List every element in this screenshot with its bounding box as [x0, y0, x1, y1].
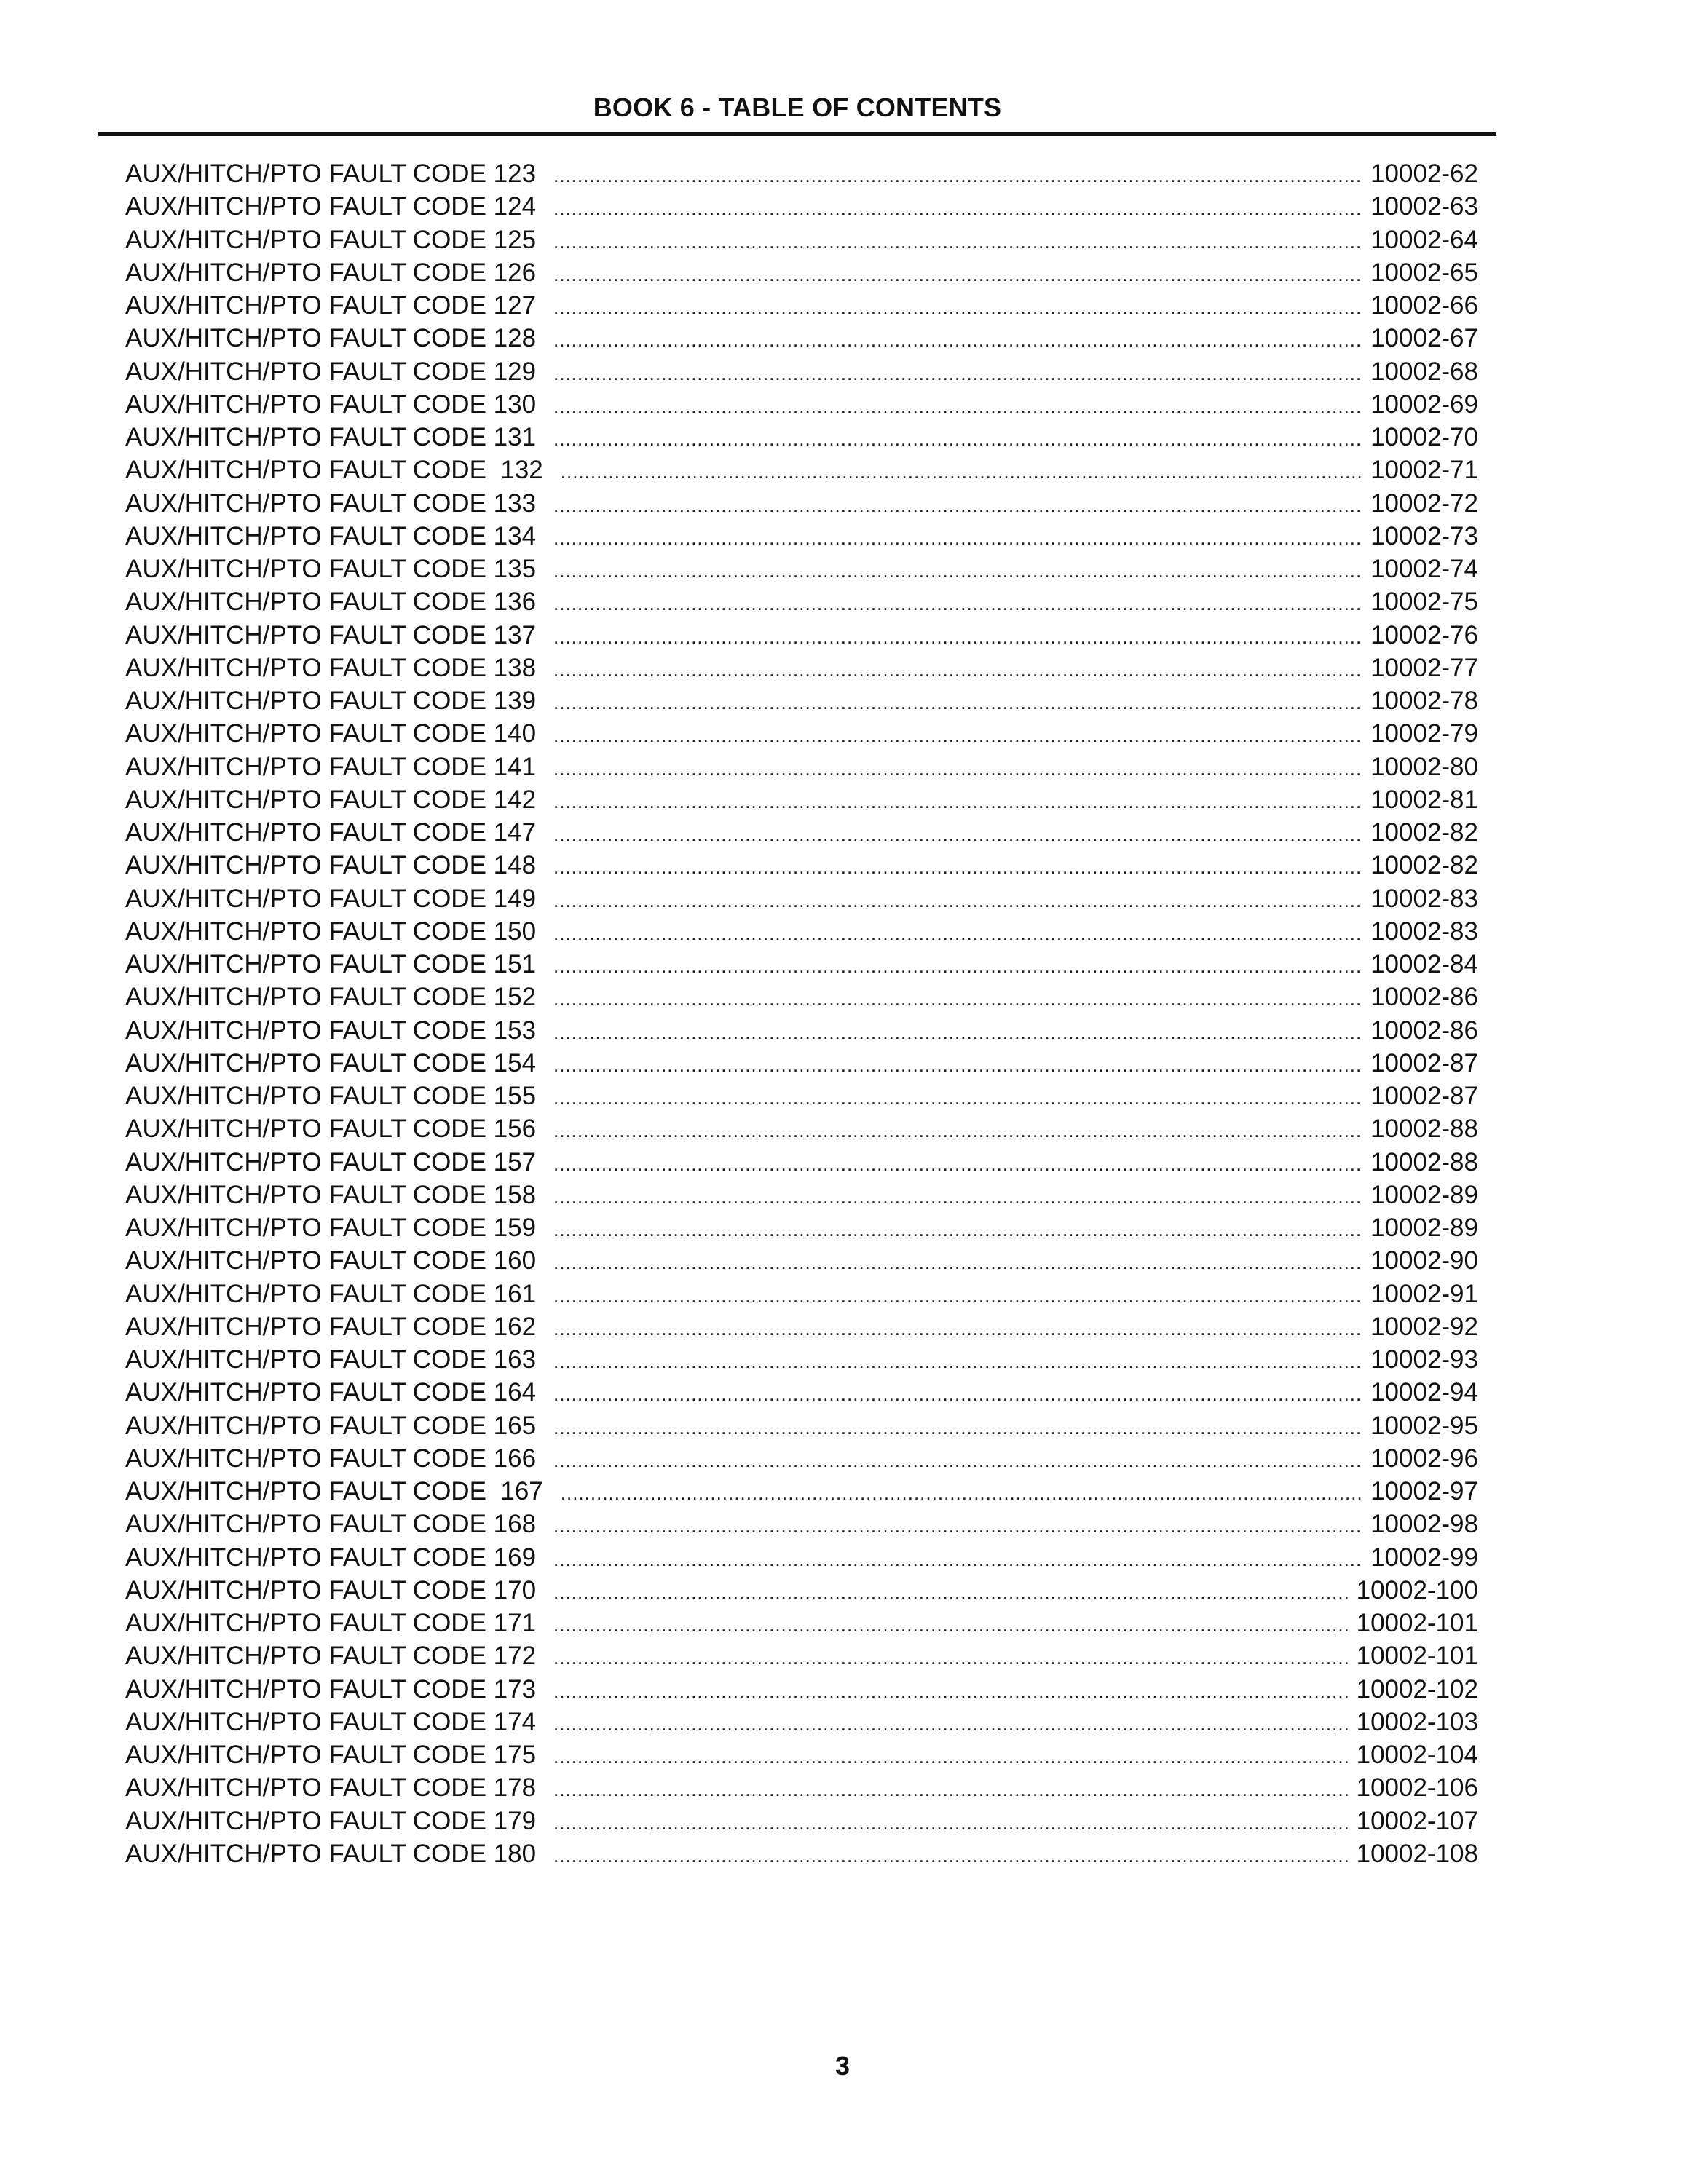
- dot-leader: [553, 258, 1363, 291]
- toc-entry-page: 10002-101: [1356, 1609, 1478, 1637]
- toc-entry: [125, 816, 1478, 849]
- toc-entry-page: 10002-83: [1370, 917, 1478, 946]
- dot-leader: [553, 192, 1363, 225]
- dot-leader: [561, 456, 1363, 488]
- dot-leader: [553, 1280, 1363, 1313]
- toc-entry-page: 10002-98: [1370, 1510, 1478, 1539]
- toc-entry-title: AUX/HITCH/PTO FAULT CODE 179: [125, 1806, 537, 1835]
- toc-entry-title: AUX/HITCH/PTO FAULT CODE 151: [125, 950, 537, 978]
- toc-entry: [125, 289, 1478, 322]
- toc-entry-page: 10002-73: [1370, 521, 1478, 550]
- toc-entry-title: AUX/HITCH/PTO FAULT CODE 171: [125, 1609, 537, 1637]
- toc-entry-title: AUX/HITCH/PTO FAULT CODE 147: [125, 818, 537, 847]
- toc-entry-title: AUX/HITCH/PTO FAULT CODE 149: [125, 884, 537, 913]
- dot-leader: [553, 1016, 1363, 1049]
- toc-entry: [125, 981, 1478, 1013]
- toc-entry-page: 10002-99: [1370, 1543, 1478, 1572]
- dot-leader: [553, 1773, 1349, 1806]
- toc-entry-page: 10002-88: [1370, 1147, 1478, 1176]
- toc-entry: [125, 1244, 1478, 1277]
- toc-entry-title: AUX/HITCH/PTO FAULT CODE 174: [125, 1707, 537, 1736]
- toc-entry: [125, 652, 1478, 684]
- dot-leader: [553, 719, 1363, 752]
- dot-leader: [553, 1642, 1349, 1674]
- toc-entry: [125, 849, 1478, 882]
- toc-entry-title: AUX/HITCH/PTO FAULT CODE 178: [125, 1773, 537, 1803]
- toc-entry-title: AUX/HITCH/PTO FAULT CODE 142: [125, 785, 537, 814]
- dot-leader: [553, 1708, 1349, 1741]
- toc-entry: [125, 1278, 1478, 1310]
- toc-entry-title: AUX/HITCH/PTO FAULT CODE 132: [125, 456, 543, 485]
- toc-entry: [125, 223, 1478, 256]
- toc-entry-title: AUX/HITCH/PTO FAULT CODE 162: [125, 1312, 537, 1341]
- toc-entry-page: 10002-102: [1356, 1674, 1478, 1704]
- toc-entry: [125, 1508, 1478, 1540]
- toc-entry-page: 10002-90: [1370, 1246, 1478, 1275]
- table-of-contents: [125, 157, 1478, 1870]
- dot-leader: [553, 1675, 1349, 1708]
- toc-entry-page: 10002-94: [1370, 1378, 1478, 1407]
- dot-leader: [553, 587, 1363, 620]
- toc-entry: [125, 585, 1478, 618]
- toc-entry-title: AUX/HITCH/PTO FAULT CODE 129: [125, 357, 537, 386]
- dot-leader: [553, 324, 1363, 357]
- toc-entry-page: 10002-106: [1356, 1773, 1478, 1803]
- toc-entry: [125, 256, 1478, 289]
- toc-entry-page: 10002-87: [1370, 1048, 1478, 1077]
- toc-entry: [125, 1771, 1478, 1804]
- toc-entry-page: 10002-79: [1370, 719, 1478, 748]
- toc-entry: [125, 1080, 1478, 1112]
- toc-entry: [125, 1409, 1478, 1442]
- toc-entry-page: 10002-83: [1370, 884, 1478, 913]
- toc-entry-title: AUX/HITCH/PTO FAULT CODE 158: [125, 1180, 537, 1209]
- toc-entry-title: AUX/HITCH/PTO FAULT CODE 161: [125, 1279, 537, 1308]
- toc-entry: [125, 882, 1478, 915]
- page-header: [98, 89, 1496, 136]
- toc-entry: [125, 1574, 1478, 1607]
- dot-leader: [553, 159, 1363, 192]
- dot-leader: [553, 917, 1363, 950]
- toc-entry: [125, 1738, 1478, 1771]
- toc-entry: [125, 553, 1478, 585]
- toc-entry-page: 10002-104: [1356, 1741, 1478, 1769]
- dot-leader: [553, 1807, 1349, 1840]
- toc-entry-page: 10002-84: [1370, 950, 1478, 978]
- dot-leader: [553, 621, 1363, 654]
- toc-entry-title: AUX/HITCH/PTO FAULT CODE 141: [125, 752, 537, 781]
- dot-leader: [553, 291, 1363, 324]
- toc-entry-page: 10002-82: [1370, 818, 1478, 847]
- dot-leader: [553, 1840, 1349, 1872]
- toc-entry-title: AUX/HITCH/PTO FAULT CODE 137: [125, 620, 537, 649]
- toc-entry-title: AUX/HITCH/PTO FAULT CODE 128: [125, 324, 537, 353]
- dot-leader: [553, 1345, 1363, 1378]
- dot-leader: [553, 1378, 1363, 1411]
- toc-entry-page: 10002-76: [1370, 620, 1478, 649]
- toc-entry-title: AUX/HITCH/PTO FAULT CODE 160: [125, 1246, 537, 1275]
- toc-entry-page: 10002-70: [1370, 423, 1478, 451]
- toc-entry-page: 10002-93: [1370, 1345, 1478, 1374]
- toc-entry: [125, 751, 1478, 783]
- toc-entry-title: AUX/HITCH/PTO FAULT CODE 154: [125, 1048, 537, 1077]
- toc-entry: [125, 157, 1478, 190]
- toc-entry-page: 10002-69: [1370, 389, 1478, 419]
- toc-entry: [125, 684, 1478, 717]
- dot-leader: [553, 489, 1363, 522]
- toc-entry: [125, 190, 1478, 223]
- toc-entry: [125, 1112, 1478, 1145]
- toc-entry-page: 10002-92: [1370, 1312, 1478, 1341]
- toc-entry-title: AUX/HITCH/PTO FAULT CODE 170: [125, 1575, 537, 1605]
- toc-entry-title: AUX/HITCH/PTO FAULT CODE 133: [125, 488, 537, 518]
- toc-entry: [125, 948, 1478, 981]
- toc-entry-title: AUX/HITCH/PTO FAULT CODE 168: [125, 1510, 537, 1539]
- dot-leader: [553, 1181, 1363, 1214]
- toc-entry-title: AUX/HITCH/PTO FAULT CODE 165: [125, 1411, 537, 1440]
- toc-entry-title: AUX/HITCH/PTO FAULT CODE 126: [125, 258, 537, 287]
- page-title: BOOK 6 - TABLE OF CONTENTS: [593, 92, 1002, 122]
- toc-entry-title: AUX/HITCH/PTO FAULT CODE 139: [125, 687, 537, 715]
- toc-entry-title: AUX/HITCH/PTO FAULT CODE 134: [125, 521, 537, 550]
- toc-entry-title: AUX/HITCH/PTO FAULT CODE 140: [125, 719, 537, 748]
- toc-entry: [125, 717, 1478, 750]
- toc-entry: [125, 1706, 1478, 1738]
- dot-leader: [553, 983, 1363, 1016]
- toc-entry-title: AUX/HITCH/PTO FAULT CODE 135: [125, 555, 537, 583]
- toc-entry-page: 10002-66: [1370, 291, 1478, 320]
- toc-entry: [125, 1014, 1478, 1047]
- toc-entry-title: AUX/HITCH/PTO FAULT CODE 127: [125, 291, 537, 320]
- toc-entry: [125, 487, 1478, 520]
- toc-entry-page: 10002-68: [1370, 357, 1478, 386]
- toc-entry-page: 10002-108: [1356, 1839, 1478, 1868]
- toc-entry-title: AUX/HITCH/PTO FAULT CODE 130: [125, 389, 537, 419]
- dot-leader: [553, 687, 1363, 719]
- toc-entry-page: 10002-64: [1370, 225, 1478, 254]
- toc-entry: [125, 783, 1478, 816]
- dot-leader: [553, 654, 1363, 687]
- toc-entry-page: 10002-75: [1370, 587, 1478, 617]
- toc-entry: [125, 1047, 1478, 1080]
- toc-entry: [125, 454, 1478, 486]
- toc-entry-title: AUX/HITCH/PTO FAULT CODE 150: [125, 917, 537, 946]
- toc-entry-page: 10002-81: [1370, 785, 1478, 814]
- dot-leader: [553, 1412, 1363, 1444]
- toc-entry-title: AUX/HITCH/PTO FAULT CODE 136: [125, 587, 537, 617]
- toc-entry-page: 10002-65: [1370, 258, 1478, 287]
- toc-entry-page: 10002-86: [1370, 983, 1478, 1012]
- toc-entry-page: 10002-71: [1370, 456, 1478, 485]
- toc-entry: [125, 1211, 1478, 1244]
- dot-leader: [553, 1510, 1363, 1543]
- toc-entry-page: 10002-74: [1370, 555, 1478, 583]
- toc-entry: [125, 520, 1478, 553]
- toc-entry-title: AUX/HITCH/PTO FAULT CODE 166: [125, 1444, 537, 1473]
- toc-entry-title: AUX/HITCH/PTO FAULT CODE 157: [125, 1147, 537, 1176]
- toc-entry-page: 10002-89: [1370, 1214, 1478, 1242]
- toc-entry-title: AUX/HITCH/PTO FAULT CODE 123: [125, 159, 537, 188]
- toc-entry-title: AUX/HITCH/PTO FAULT CODE 169: [125, 1543, 537, 1572]
- toc-entry-page: 10002-63: [1370, 192, 1478, 221]
- toc-entry-page: 10002-97: [1370, 1477, 1478, 1506]
- toc-entry-page: 10002-77: [1370, 653, 1478, 682]
- toc-entry-page: 10002-87: [1370, 1082, 1478, 1110]
- toc-entry-title: AUX/HITCH/PTO FAULT CODE 138: [125, 653, 537, 682]
- toc-entry: [125, 421, 1478, 454]
- toc-entry-page: 10002-107: [1356, 1806, 1478, 1835]
- toc-entry-title: AUX/HITCH/PTO FAULT CODE 175: [125, 1741, 537, 1769]
- toc-entry-title: AUX/HITCH/PTO FAULT CODE 156: [125, 1115, 537, 1144]
- toc-entry-page: 10002-82: [1370, 851, 1478, 880]
- toc-entry-page: 10002-72: [1370, 488, 1478, 518]
- toc-entry-title: AUX/HITCH/PTO FAULT CODE 159: [125, 1214, 537, 1242]
- dot-leader: [553, 390, 1363, 423]
- dot-leader: [553, 1576, 1349, 1609]
- page-number: 3: [834, 2051, 851, 2081]
- toc-entry: [125, 1837, 1478, 1870]
- dot-leader: [553, 950, 1363, 983]
- toc-entry-title: AUX/HITCH/PTO FAULT CODE 172: [125, 1642, 537, 1671]
- toc-entry-page: 10002-88: [1370, 1115, 1478, 1144]
- toc-entry: [125, 1146, 1478, 1179]
- dot-leader: [553, 423, 1363, 456]
- toc-entry-title: AUX/HITCH/PTO FAULT CODE 167: [125, 1477, 543, 1506]
- dot-leader: [553, 1115, 1363, 1147]
- toc-entry: [125, 1310, 1478, 1343]
- toc-entry: [125, 619, 1478, 652]
- toc-entry-page: 10002-78: [1370, 687, 1478, 715]
- dot-leader: [553, 357, 1363, 390]
- toc-entry: [125, 1179, 1478, 1211]
- toc-entry-page: 10002-101: [1356, 1642, 1478, 1671]
- dot-leader: [553, 226, 1363, 258]
- toc-entry: [125, 1805, 1478, 1837]
- toc-entry-title: AUX/HITCH/PTO FAULT CODE 124: [125, 192, 537, 221]
- toc-entry-page: 10002-67: [1370, 324, 1478, 353]
- dot-leader: [561, 1477, 1363, 1510]
- dot-leader: [553, 1246, 1363, 1279]
- dot-leader: [553, 1741, 1349, 1773]
- dot-leader: [553, 1313, 1363, 1345]
- dot-leader: [553, 1609, 1349, 1642]
- toc-entry-page: 10002-89: [1370, 1180, 1478, 1209]
- toc-entry: [125, 1442, 1478, 1475]
- toc-entry-page: 10002-95: [1370, 1411, 1478, 1440]
- toc-entry-title: AUX/HITCH/PTO FAULT CODE 148: [125, 851, 537, 880]
- toc-entry-title: AUX/HITCH/PTO FAULT CODE 153: [125, 1016, 537, 1045]
- dot-leader: [553, 522, 1363, 555]
- dot-leader: [553, 851, 1363, 884]
- toc-entry-title: AUX/HITCH/PTO FAULT CODE 173: [125, 1674, 537, 1704]
- dot-leader: [553, 753, 1363, 786]
- toc-entry-page: 10002-96: [1370, 1444, 1478, 1473]
- toc-entry-page: 10002-62: [1370, 159, 1478, 188]
- dot-leader: [553, 1543, 1363, 1576]
- toc-entry-title: AUX/HITCH/PTO FAULT CODE 164: [125, 1378, 537, 1407]
- dot-leader: [553, 1049, 1363, 1082]
- toc-entry: [125, 1475, 1478, 1508]
- toc-entry-title: AUX/HITCH/PTO FAULT CODE 180: [125, 1839, 537, 1868]
- dot-leader: [553, 818, 1363, 851]
- toc-entry-page: 10002-91: [1370, 1279, 1478, 1308]
- toc-entry-title: AUX/HITCH/PTO FAULT CODE 155: [125, 1082, 537, 1110]
- dot-leader: [553, 555, 1363, 587]
- toc-entry: [125, 915, 1478, 948]
- toc-entry-page: 10002-100: [1356, 1575, 1478, 1605]
- dot-leader: [553, 1444, 1363, 1477]
- toc-entry-title: AUX/HITCH/PTO FAULT CODE 152: [125, 983, 537, 1012]
- toc-entry: [125, 388, 1478, 421]
- dot-leader: [553, 1148, 1363, 1181]
- dot-leader: [553, 885, 1363, 917]
- toc-entry-title: AUX/HITCH/PTO FAULT CODE 163: [125, 1345, 537, 1374]
- toc-entry: [125, 1607, 1478, 1639]
- toc-entry: [125, 1376, 1478, 1409]
- toc-entry-page: 10002-80: [1370, 752, 1478, 781]
- toc-entry: [125, 322, 1478, 355]
- toc-entry: [125, 355, 1478, 388]
- toc-entry-title: AUX/HITCH/PTO FAULT CODE 125: [125, 225, 537, 254]
- dot-leader: [553, 1214, 1363, 1246]
- toc-entry: [125, 1673, 1478, 1706]
- toc-entry: [125, 1639, 1478, 1672]
- dot-leader: [553, 1082, 1363, 1115]
- dot-leader: [553, 786, 1363, 818]
- toc-entry-page: 10002-86: [1370, 1016, 1478, 1045]
- toc-entry-page: 10002-103: [1356, 1707, 1478, 1736]
- toc-entry: [125, 1343, 1478, 1376]
- toc-entry-title: AUX/HITCH/PTO FAULT CODE 131: [125, 423, 537, 451]
- toc-entry: [125, 1541, 1478, 1574]
